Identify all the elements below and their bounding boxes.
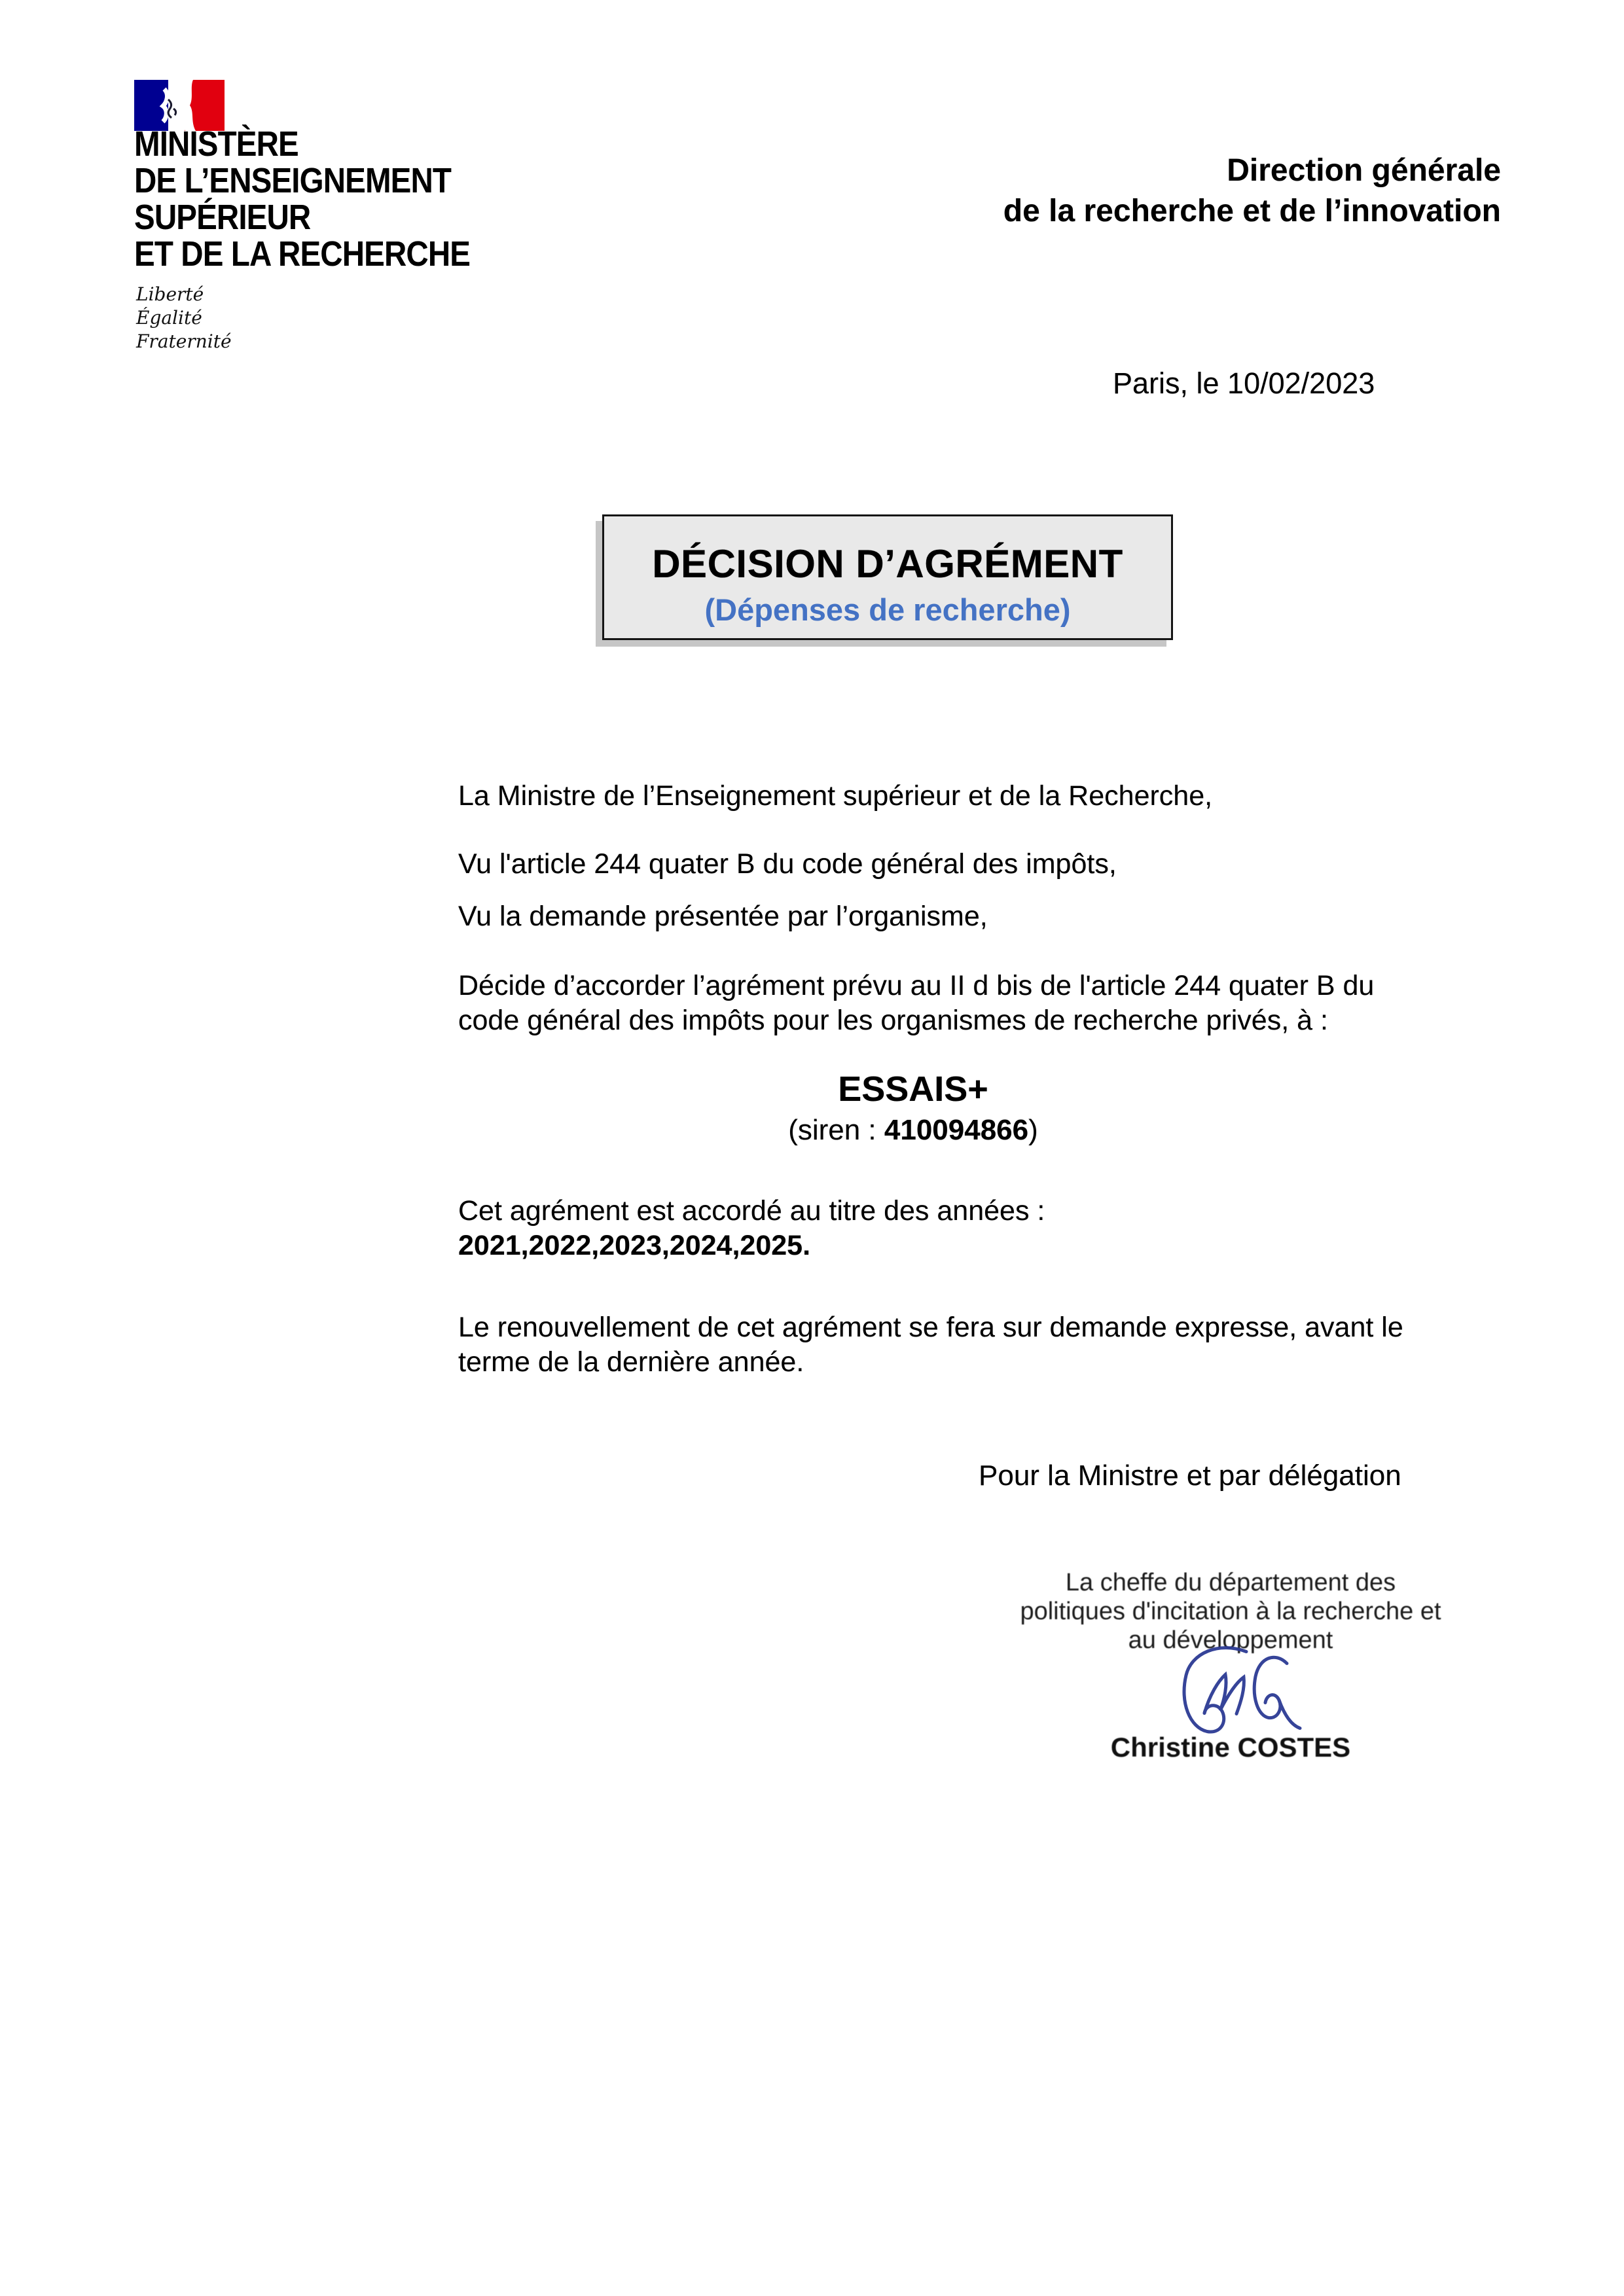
date-line: Paris, le 10/02/2023 (1113, 367, 1375, 400)
decision-line: Décide d’accorder l’agrément prévu au II d bis de l'article 244 quater B du (458, 970, 1375, 1001)
signatory-role (969, 1568, 1492, 1655)
years-list: 2021,2022,2023,2024,2025. (458, 1230, 811, 1261)
decision-line: code général des impôts pour les organismes de recherche privés, à : (458, 1005, 1328, 1036)
siren-line (458, 1114, 1368, 1147)
paragraph-vu-article: Vu l'article 244 quater B du code général des impôts, (458, 848, 1117, 880)
ministry-line: MINISTÈRE (134, 124, 298, 164)
ministry-line: DE L’ENSEIGNEMENT (134, 161, 452, 200)
renouvellement-line: terme de la dernière année. (458, 1346, 804, 1378)
paragraph-years (458, 1194, 1045, 1263)
renouvellement-line: Le renouvellement de cet agrément se fera sur demande expresse, avant le (458, 1312, 1403, 1343)
republic-motto (136, 283, 232, 353)
siren-label: (siren : (788, 1114, 884, 1146)
signatory-name: Christine COSTES (1110, 1732, 1351, 1763)
motto-line: Liberté (136, 283, 204, 305)
issuing-department (1003, 151, 1501, 232)
siren-close-paren: ) (1028, 1114, 1038, 1146)
paragraph-decision (458, 969, 1374, 1038)
signatory-role-line: La cheffe du département des (1065, 1569, 1396, 1596)
document-title: DÉCISION D’AGRÉMENT (652, 542, 1123, 586)
ministry-line: ET DE LA RECHERCHE (134, 234, 471, 274)
motto-line: Égalité (136, 307, 202, 329)
paragraph-vu-demande: Vu la demande présentée par l’organisme, (458, 901, 988, 932)
ministry-name (134, 126, 470, 272)
paragraph-minister: La Ministre de l’Enseignement supérieur et de la Recherche, (458, 780, 1213, 812)
paragraph-renouvellement (458, 1310, 1403, 1380)
ministry-line: SUPÉRIEUR (134, 198, 311, 237)
french-flag-logo-icon (134, 80, 225, 131)
department-line: Direction générale (1227, 153, 1501, 188)
document-subtitle: (Dépenses de recherche) (704, 592, 1071, 627)
handwritten-signature-icon (1148, 1644, 1305, 1741)
years-intro: Cet agrément est accordé au titre des années : (458, 1195, 1045, 1227)
decision-title-box (602, 514, 1173, 640)
signatory-role-line: au développement (1128, 1626, 1333, 1654)
department-line: de la recherche et de l’innovation (1003, 194, 1501, 228)
signatory-role-line: politiques d'incitation à la recherche et (1020, 1598, 1441, 1625)
motto-line: Fraternité (136, 331, 232, 352)
delegation-line: Pour la Ministre et par délégation (979, 1460, 1401, 1492)
siren-number: 410094866 (884, 1114, 1029, 1146)
organisme-name: ESSAIS+ (838, 1069, 988, 1109)
